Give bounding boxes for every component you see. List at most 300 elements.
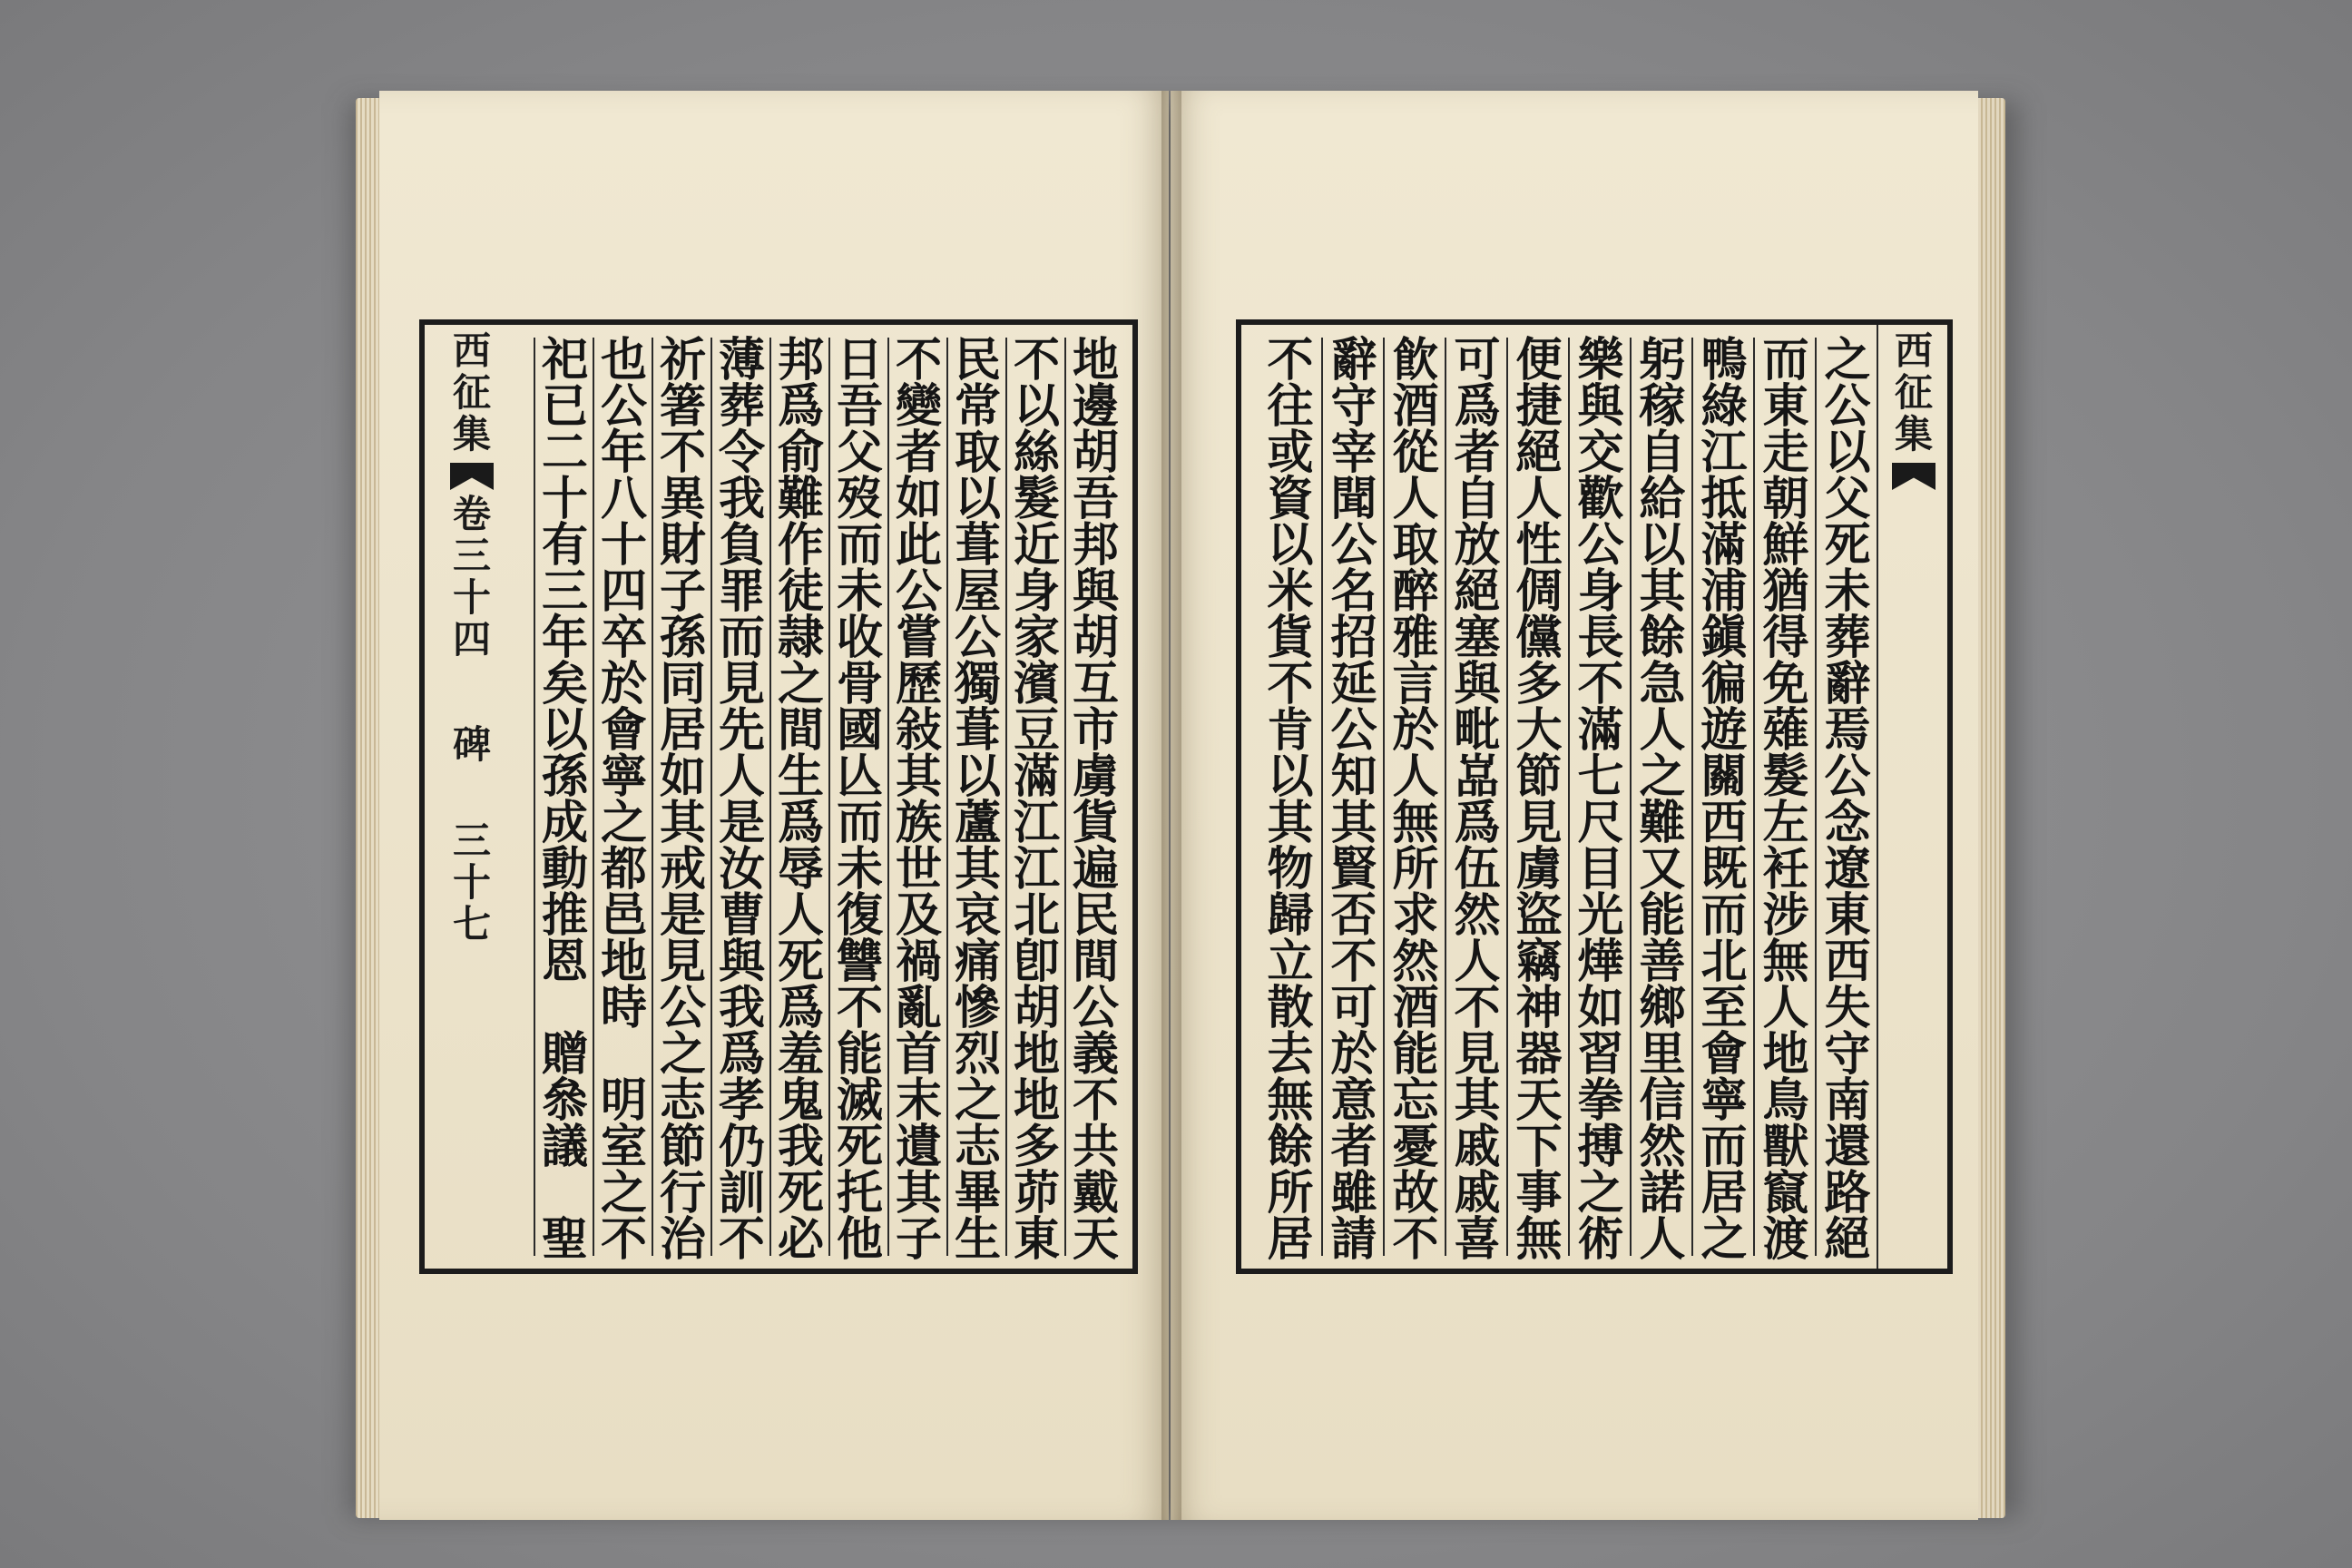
glyph: 此 — [895, 518, 942, 573]
glyph: 辭 — [1824, 657, 1871, 711]
banner-text — [452, 722, 491, 768]
glyph: 髮 — [1762, 750, 1809, 804]
text-column — [1445, 333, 1508, 1267]
glyph: 日 — [836, 333, 883, 387]
glyph: 急 — [1639, 657, 1686, 711]
glyph: 人 — [1392, 472, 1439, 526]
glyph: 戒 — [659, 842, 706, 897]
glyph: 焉 — [1824, 703, 1871, 758]
glyph: 喜 — [1454, 1212, 1501, 1267]
glyph: 以 — [954, 472, 1001, 526]
glyph: 不 — [895, 333, 942, 387]
glyph: 箸 — [659, 379, 706, 434]
glyph: 汝 — [718, 842, 765, 897]
glyph: 成 — [541, 796, 588, 850]
left-banner-column — [425, 325, 519, 1269]
glyph: 酒 — [1392, 981, 1439, 1035]
text-column — [946, 333, 1007, 1267]
glyph: 遊 — [1700, 703, 1748, 758]
glyph: 下 — [1515, 1120, 1563, 1174]
glyph: 首 — [895, 1027, 942, 1082]
glyph: 三 — [541, 564, 588, 619]
glyph: 公 — [1577, 518, 1624, 573]
glyph: 念 — [1824, 796, 1871, 850]
glyph: 聖 — [541, 1212, 588, 1267]
glyph: 孝 — [718, 1073, 765, 1128]
left-print-frame — [419, 319, 1138, 1274]
glyph: 江 — [1700, 426, 1748, 480]
glyph: 托 — [836, 1166, 883, 1220]
banner-text — [452, 818, 491, 947]
glyph: 尺 — [1577, 796, 1624, 850]
glyph: 遍 — [1072, 842, 1119, 897]
glyph: 交 — [1577, 426, 1624, 480]
glyph: 請 — [1330, 1212, 1377, 1267]
glyph: 又 — [1639, 842, 1686, 897]
glyph: 如 — [895, 472, 942, 526]
glyph: 地 — [600, 935, 647, 989]
glyph: 神 — [1515, 981, 1563, 1035]
glyph: 生 — [777, 750, 824, 804]
glyph: 孫 — [659, 611, 706, 665]
glyph: 鳥 — [1762, 1073, 1809, 1128]
glyph: 捷 — [1515, 379, 1563, 434]
glyph: 爲 — [718, 1027, 765, 1082]
banner-glyph: 西 — [452, 328, 491, 373]
glyph: 以 — [954, 750, 1001, 804]
glyph: 能 — [1639, 888, 1686, 943]
glyph: 訓 — [718, 1166, 765, 1220]
banner-glyph: 三 — [452, 534, 491, 578]
glyph: 之 — [1824, 333, 1871, 387]
glyph: 獨 — [954, 657, 1001, 711]
glyph: 邑 — [600, 888, 647, 943]
glyph: 邦 — [777, 333, 824, 387]
glyph: 朝 — [1762, 472, 1809, 526]
glyph: 綠 — [1700, 379, 1748, 434]
glyph: 歿 — [836, 472, 883, 526]
glyph: 然 — [1392, 935, 1439, 989]
glyph: 髮 — [1013, 472, 1060, 526]
glyph: 言 — [1392, 657, 1439, 711]
glyph: 與 — [1577, 379, 1624, 434]
glyph: 國 — [836, 703, 883, 758]
glyph: 聞 — [1330, 472, 1377, 526]
glyph: 末 — [895, 1073, 942, 1128]
glyph: 葬 — [1824, 611, 1871, 665]
glyph: 行 — [659, 1166, 706, 1220]
glyph: 爲 — [777, 379, 824, 434]
glyph: 東 — [1824, 888, 1871, 943]
glyph: 餘 — [1639, 611, 1686, 665]
text-column — [1321, 333, 1385, 1267]
glyph: 變 — [895, 379, 942, 434]
glyph: 不 — [659, 426, 706, 480]
banner-glyph: 西 — [1894, 328, 1933, 373]
glyph: 多 — [1515, 657, 1563, 711]
glyph: 四 — [600, 564, 647, 619]
glyph: 公 — [895, 564, 942, 619]
glyph: 肯 — [1267, 703, 1314, 758]
glyph: 爲 — [1454, 379, 1501, 434]
glyph: 嘗 — [895, 611, 942, 665]
banner-glyph: 十 — [452, 860, 491, 905]
glyph: 地 — [1013, 1073, 1060, 1128]
glyph: 與 — [1072, 564, 1119, 619]
glyph: 而 — [836, 518, 883, 573]
glyph: 公 — [1330, 703, 1377, 758]
glyph: 仍 — [718, 1120, 765, 1174]
glyph: 浦 — [1700, 564, 1748, 619]
glyph: 人 — [718, 750, 765, 804]
glyph: 八 — [600, 472, 647, 526]
glyph: 二 — [541, 426, 588, 480]
glyph: 滿 — [1577, 703, 1624, 758]
glyph: 而 — [718, 611, 765, 665]
glyph: 於 — [1392, 703, 1439, 758]
glyph: 嵓 — [1454, 750, 1501, 804]
glyph: 鎭 — [1700, 611, 1748, 665]
glyph: 收 — [836, 611, 883, 665]
glyph: 求 — [1392, 888, 1439, 943]
glyph: 戚 — [1454, 1120, 1501, 1174]
glyph: 絕 — [1824, 1212, 1871, 1267]
glyph: 忘 — [1392, 1073, 1439, 1128]
glyph: 之 — [1700, 1212, 1748, 1267]
glyph: 不 — [1392, 1212, 1439, 1267]
glyph: 信 — [1639, 1073, 1686, 1128]
glyph: 公 — [1072, 981, 1119, 1035]
glyph: 室 — [600, 1120, 647, 1174]
glyph: 我 — [777, 1120, 824, 1174]
glyph: 胡 — [1072, 426, 1119, 480]
glyph: 放 — [1454, 518, 1501, 573]
glyph: 公 — [600, 379, 647, 434]
glyph: 無 — [1515, 1212, 1563, 1267]
glyph: 酒 — [1392, 379, 1439, 434]
glyph: 葬 — [718, 379, 765, 434]
banner-glyph: 七 — [452, 902, 491, 946]
glyph: 習 — [1577, 1027, 1624, 1082]
glyph: 共 — [1072, 1120, 1119, 1174]
glyph: 卒 — [600, 611, 647, 665]
text-column — [710, 333, 771, 1267]
glyph: 孫 — [541, 750, 588, 804]
glyph: 知 — [1330, 750, 1377, 804]
glyph: 取 — [1392, 518, 1439, 573]
glyph: 無 — [1762, 935, 1809, 989]
text-column — [1815, 333, 1878, 1267]
glyph: 辭 — [1330, 333, 1377, 387]
glyph: 不 — [1577, 657, 1624, 711]
glyph: 事 — [1515, 1166, 1563, 1220]
text-column — [887, 333, 948, 1267]
glyph: 能 — [1392, 1027, 1439, 1082]
glyph: 不 — [836, 981, 883, 1035]
glyph: 居 — [1700, 1166, 1748, 1220]
right-print-frame — [1236, 319, 1953, 1274]
glyph: 其 — [895, 750, 942, 804]
glyph: 哀 — [954, 888, 1001, 943]
glyph: 豆 — [1013, 703, 1060, 758]
glyph: 如 — [1577, 981, 1624, 1035]
glyph: 罪 — [718, 564, 765, 619]
glyph: 難 — [1639, 796, 1686, 850]
banner-glyph: 十 — [452, 575, 491, 620]
glyph: 江 — [1013, 842, 1060, 897]
glyph: 骨 — [836, 657, 883, 711]
text-column — [1630, 333, 1693, 1267]
glyph: 便 — [1515, 333, 1563, 387]
glyph: 未 — [1824, 564, 1871, 619]
glyph: 戴 — [1072, 1166, 1119, 1220]
glyph: 人 — [1515, 472, 1563, 526]
glyph: 其 — [1330, 796, 1377, 850]
glyph: 其 — [1267, 796, 1314, 850]
glyph: 可 — [1454, 333, 1501, 387]
glyph: 去 — [1267, 1027, 1314, 1082]
glyph: 卽 — [1013, 935, 1060, 989]
glyph: 公 — [1824, 379, 1871, 434]
glyph: 虜 — [1072, 750, 1119, 804]
glyph: 必 — [777, 1212, 824, 1267]
glyph: 東 — [1013, 1212, 1060, 1267]
glyph: 不 — [600, 1212, 647, 1267]
text-column — [769, 333, 830, 1267]
banner-glyph: 征 — [1894, 370, 1933, 415]
glyph: 也 — [600, 333, 647, 387]
glyph: 搏 — [1577, 1120, 1624, 1174]
text-column — [652, 333, 712, 1267]
glyph: 之 — [1577, 1166, 1624, 1220]
glyph: 居 — [659, 703, 706, 758]
glyph: 葺 — [954, 518, 1001, 573]
glyph: 滿 — [1013, 750, 1060, 804]
glyph: 諾 — [1639, 1166, 1686, 1220]
right-banner-column — [1877, 325, 1949, 1269]
glyph: 而 — [1700, 888, 1748, 943]
glyph: 動 — [541, 842, 588, 897]
glyph: 於 — [1330, 1027, 1377, 1082]
glyph: 茆 — [1013, 1166, 1060, 1220]
glyph: 見 — [659, 935, 706, 989]
glyph: 所 — [1392, 842, 1439, 897]
glyph: 葺 — [954, 703, 1001, 758]
glyph: 不 — [1454, 981, 1501, 1035]
glyph: 爲 — [777, 796, 824, 850]
glyph: 令 — [718, 426, 765, 480]
glyph: 年 — [541, 611, 588, 665]
glyph: 薄 — [718, 333, 765, 387]
banner-text — [452, 328, 491, 457]
glyph: 寧 — [600, 750, 647, 804]
glyph: 濱 — [1013, 657, 1060, 711]
glyph: 時 — [600, 981, 647, 1035]
glyph: 左 — [1762, 796, 1809, 850]
glyph: 燁 — [1577, 935, 1624, 989]
glyph: 歸 — [1267, 888, 1314, 943]
glyph: 貨 — [1072, 796, 1119, 850]
glyph: 天 — [1072, 1212, 1119, 1267]
glyph: 會 — [1700, 1027, 1748, 1082]
banner-glyph: 卷 — [452, 492, 491, 536]
glyph: 居 — [1267, 1212, 1314, 1267]
book-gutter — [1161, 91, 1181, 1520]
glyph: 還 — [1824, 1120, 1871, 1174]
glyph: 父 — [836, 426, 883, 480]
glyph: 亾 — [836, 750, 883, 804]
glyph: 以 — [1013, 379, 1060, 434]
glyph: 否 — [1330, 888, 1377, 943]
glyph: 多 — [1013, 1120, 1060, 1174]
glyph: 絕 — [1454, 564, 1501, 619]
glyph: 作 — [777, 518, 824, 573]
glyph: 財 — [659, 518, 706, 573]
glyph: 虜 — [1515, 842, 1563, 897]
glyph: 地 — [1013, 1027, 1060, 1082]
text-column — [1753, 333, 1817, 1267]
banner-glyph: 碑 — [452, 722, 491, 767]
glyph: 人 — [1639, 1212, 1686, 1267]
glyph: 難 — [777, 472, 824, 526]
glyph: 南 — [1824, 1073, 1871, 1128]
glyph: 不 — [1330, 935, 1377, 989]
glyph: 明 — [600, 1073, 647, 1128]
glyph: 市 — [1072, 703, 1119, 758]
glyph: 散 — [1267, 981, 1314, 1035]
glyph: 公 — [1330, 518, 1377, 573]
glyph: 之 — [777, 657, 824, 711]
glyph: 無 — [1267, 1073, 1314, 1128]
glyph: 禍 — [895, 935, 942, 989]
glyph: 叅 — [541, 1073, 588, 1128]
glyph: 身 — [1577, 564, 1624, 619]
glyph: 羞 — [777, 1027, 824, 1082]
glyph: 邦 — [1072, 518, 1119, 573]
glyph: 其 — [954, 842, 1001, 897]
glyph: 餘 — [1267, 1120, 1314, 1174]
glyph: 西 — [1824, 935, 1871, 989]
text-column — [593, 333, 653, 1267]
glyph: 地 — [1762, 1027, 1809, 1082]
glyph — [542, 1171, 588, 1217]
glyph: 異 — [659, 472, 706, 526]
glyph: 長 — [1577, 611, 1624, 665]
glyph: 光 — [1577, 888, 1624, 943]
glyph: 西 — [1700, 796, 1748, 850]
glyph: 不 — [1267, 333, 1314, 387]
glyph: 畢 — [954, 1166, 1001, 1220]
glyph: 曹 — [718, 888, 765, 943]
glyph: 滿 — [1700, 518, 1748, 573]
text-column — [828, 333, 889, 1267]
glyph: 而 — [1700, 1120, 1748, 1174]
banner-text — [452, 492, 491, 662]
fishtail-mark — [450, 463, 494, 490]
glyph: 雖 — [1330, 1166, 1377, 1220]
glyph: 延 — [1330, 657, 1377, 711]
glyph: 公 — [954, 611, 1001, 665]
glyph: 遺 — [895, 1120, 942, 1174]
glyph: 與 — [718, 935, 765, 989]
glyph: 以 — [1639, 518, 1686, 573]
glyph: 不 — [1013, 333, 1060, 387]
glyph: 議 — [541, 1120, 588, 1174]
glyph: 憂 — [1392, 1120, 1439, 1174]
glyph: 可 — [1330, 981, 1377, 1035]
glyph: 既 — [1700, 842, 1748, 897]
glyph: 樂 — [1577, 333, 1624, 387]
glyph: 我 — [718, 981, 765, 1035]
glyph: 見 — [718, 657, 765, 711]
glyph: 身 — [1013, 564, 1060, 619]
glyph: 贈 — [541, 1027, 588, 1082]
glyph: 祀 — [541, 333, 588, 387]
glyph: 術 — [1577, 1212, 1624, 1267]
glyph: 取 — [954, 426, 1001, 480]
glyph: 天 — [1515, 1073, 1563, 1128]
glyph: 目 — [1577, 842, 1624, 897]
glyph: 竄 — [1762, 1166, 1809, 1220]
glyph: 北 — [1700, 935, 1748, 989]
glyph: 自 — [1454, 472, 1501, 526]
glyph: 絕 — [1515, 426, 1563, 480]
glyph: 至 — [1700, 981, 1748, 1035]
glyph: 免 — [1762, 657, 1809, 711]
glyph: 獸 — [1762, 1120, 1809, 1174]
glyph: 守 — [1824, 1027, 1871, 1082]
glyph: 物 — [1267, 842, 1314, 897]
glyph: 徒 — [777, 564, 824, 619]
glyph: 守 — [1330, 379, 1377, 434]
glyph: 者 — [895, 426, 942, 480]
glyph: 能 — [836, 1027, 883, 1082]
glyph: 讐 — [836, 935, 883, 989]
glyph: 辱 — [777, 842, 824, 897]
glyph: 稼 — [1639, 379, 1686, 434]
banner-glyph: 集 — [452, 412, 491, 456]
glyph: 之 — [1639, 750, 1686, 804]
glyph: 近 — [1013, 518, 1060, 573]
glyph: 吾 — [836, 379, 883, 434]
glyph: 會 — [600, 703, 647, 758]
glyph: 民 — [1072, 888, 1119, 943]
glyph: 雅 — [1392, 611, 1439, 665]
glyph: 而 — [1762, 333, 1809, 387]
glyph: 大 — [1515, 703, 1563, 758]
glyph: 之 — [954, 1073, 1001, 1128]
glyph: 故 — [1392, 1166, 1439, 1220]
glyph: 子 — [659, 564, 706, 619]
glyph: 民 — [954, 333, 1001, 387]
glyph: 北 — [1013, 888, 1060, 943]
text-column — [1383, 333, 1446, 1267]
glyph: 間 — [777, 703, 824, 758]
glyph: 抵 — [1700, 472, 1748, 526]
glyph: 祈 — [659, 333, 706, 387]
fishtail-mark — [1892, 463, 1936, 490]
glyph: 義 — [1072, 1027, 1119, 1082]
glyph: 飮 — [1392, 333, 1439, 387]
glyph: 不 — [718, 1212, 765, 1267]
text-column — [1691, 333, 1755, 1267]
glyph: 立 — [1267, 935, 1314, 989]
glyph: 間 — [1072, 935, 1119, 989]
glyph: 薙 — [1762, 703, 1809, 758]
glyph: 十 — [600, 518, 647, 573]
glyph: 先 — [718, 703, 765, 758]
glyph: 意 — [1330, 1073, 1377, 1128]
